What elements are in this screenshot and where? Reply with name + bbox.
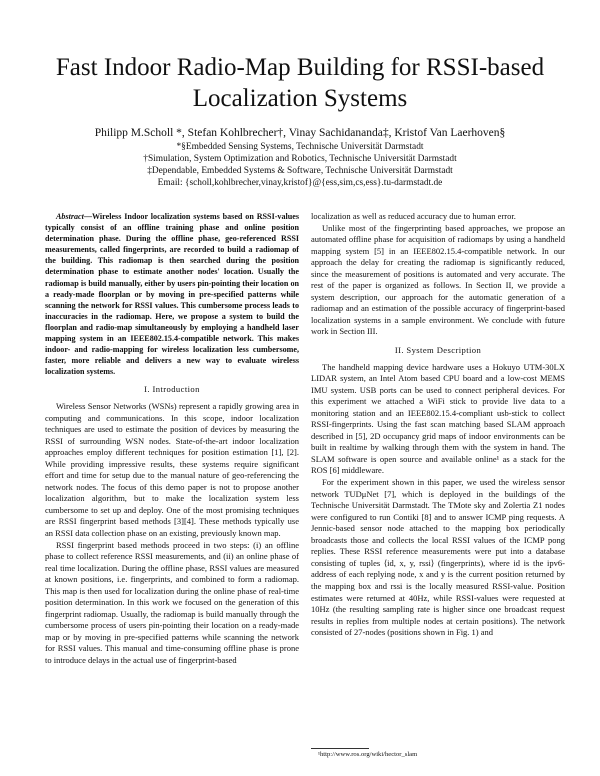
- section-heading-system-description: II. System Description: [394, 345, 482, 356]
- right-column: [311, 211, 565, 639]
- affiliation-des: ‡Dependable, Embedded Systems & Software, Technische Universität Darmstadt: [147, 166, 453, 176]
- system-paragraph-2: For the experiment shown in this paper, we used the wireless sensor network TUDμNet [7], which is deployed in the buildings of the Technische Universität Darmstadt. The TMote sky and Zolertia Z1 nodes were configured to run Contiki [8] and to answer ICMP ping requests. A Jennic-based sensor node attached to the mapping box periodically broadcasts those and collects the local RSSI values of the ICMP pong replies. These RSSI reference measurements were put into a database consisting of tuples ⟨id, x, y, rssi⟩ (fingerprints), where id is the ipv6-address of each replying node, x and y is the current position returned by the mapping box and rssi is the locally measured RSSI-value. Position estimates were returned at 40Hz, while RSSI-values were requested at 10Hz (the resulting sampling rate is higher since one broadcast request results in replies from multiple nodes at certain positions). The network consisted of 27-nodes (positions shown in Fig. 1) and: [311, 477, 565, 638]
- abstract: [45, 211, 299, 377]
- abstract-text: —Wireless Indoor localization systems based on RSSI-values typically consist of an offline training phase and online position determination phase. During the offline phase, geo-referenced RSSI measurements, called fingerprints, are recorded to build a radiomap of the building. This radiomap is then searched during the position determination phase to estimate another nodes' location. Usually the radiomap is build manually, either by users pin-pointing their location on a ready-made floorplan or by moving in pre-specified patterns while scanning the network for RSSI values. This cumbersome process leads to inaccuracies in the radiomap. Here, we propose a system to build the floorplan and radio-map simultaneously by employing a handheld laser mapping system in an IEEE802.15.4-compatible network. This makes indoor- and radio-mapping for wireless localization less cumbersome, faster, more reliable and delivers a new way to evaluate wireless localization systems.: [45, 212, 299, 377]
- system-paragraph-1: The handheld mapping device hardware uses a Hokuyo UTM-30LX LIDAR system, an Intel Atom based CPU board and a low-cost MEMS IMU system. USB ports can be used to connect peripheral devices. For this experiment we attached a WiFi stick to provide live data to a monitoring station and an IEEE802.15.4-compliant usb-stick to collect RSSI-fingerprints. Using the fast scan matching based SLAM approach described in [5], 2D occupancy grid maps of indoor environments can be built in realtime by walking through them with the system in hand. The SLAM software is open source and available online¹ as a stack for the ROS [6] middleware.: [311, 361, 565, 476]
- author-list: Philipp M.Scholl *, Stefan Kohlbrecher†, Vinay Sachidananda‡, Kristof Van Laerhoven§: [94, 127, 506, 139]
- abstract-label: Abstract: [56, 212, 84, 221]
- affiliation-sim: †Simulation, System Optimization and Robotics, Technische Universität Darmstadt: [143, 154, 457, 164]
- intro-paragraph-3: Unlike most of the fingerprinting based approaches, we propose an automated offline phase for acquisition of radiomaps by using a handheld mapping system [5] in an IEEE802.15.4-compatible network. In our approach the delay for creating the radiomap is significantly reduced, since the measurement of positions is automated and very accurate. The rest of the paper is organized as follows. In Section II, we provide a system description, our approach for the automatic generation of a radiomap and an estimation of the possible accuracy of fingerprint-based localization systems in a sample environment. We conclude with future work in Section III.: [311, 222, 565, 337]
- footnote-ros-link: ¹http://www.ros.org/wiki/hector_slam: [318, 751, 418, 758]
- paper-title: Fast Indoor Radio-Map Building for RSSI-based Localization Systems: [55, 54, 545, 112]
- intro-paragraph-2: RSSI fingerprint based methods proceed in two steps: (i) an offline phase to collect reference RSSI measurements, and (ii) an online phase of real time localization. During the offline phase, RSSI values are measured at known positions, i.e. fingerprints, and combined to form a radiomap. This map is then used for localization during the online phase of real-time position determination. In this work we focused on the generation of this fingerprint radiomap. Usually, the radiomap is build manually through the cumbersome process of users pin-pointing their location on a ready-made map or by moving in pre-specified patterns while scanning the network for RSSI values. This manual and time-consuming offline phase is prone to introduce delays in the actual use of fingerprint-based: [45, 539, 299, 665]
- affiliation-email: Email: {scholl,kohlbrecher,vinay,kristof}@{ess,sim,cs,ess}.tu-darmstadt.de: [157, 178, 443, 188]
- section-heading-introduction: I. Introduction: [144, 384, 200, 395]
- footnote-divider: [311, 748, 369, 749]
- intro-paragraph-2-continued: localization as well as reduced accuracy due to human error.: [311, 211, 516, 221]
- intro-paragraph-1: Wireless Sensor Networks (WSNs) represent a rapidly growing area in computing and communications. In this scope, indoor localization techniques are used to estimate the position of devices by measuring the RSSI of surrounding WSN nodes. State-of-the-art indoor localization approaches employ different techniques for position estimation [1], [2]. While providing impressive results, these systems require significant effort and time for setup due to the manual nature of geo-referencing the network nodes. The focus of this demo paper is not to propose another localization algorithm, but to make the localization system less cumbersome to set up and deploy. One of the most promising techniques are RSSI fingerprint based methods [3][4]. These methods typically use an RSSI data collection phase on an existing, previously known map.: [45, 400, 299, 538]
- affiliation-ess: *§Embedded Sensing Systems, Technische Universität Darmstadt: [176, 142, 424, 152]
- left-column: [45, 211, 299, 667]
